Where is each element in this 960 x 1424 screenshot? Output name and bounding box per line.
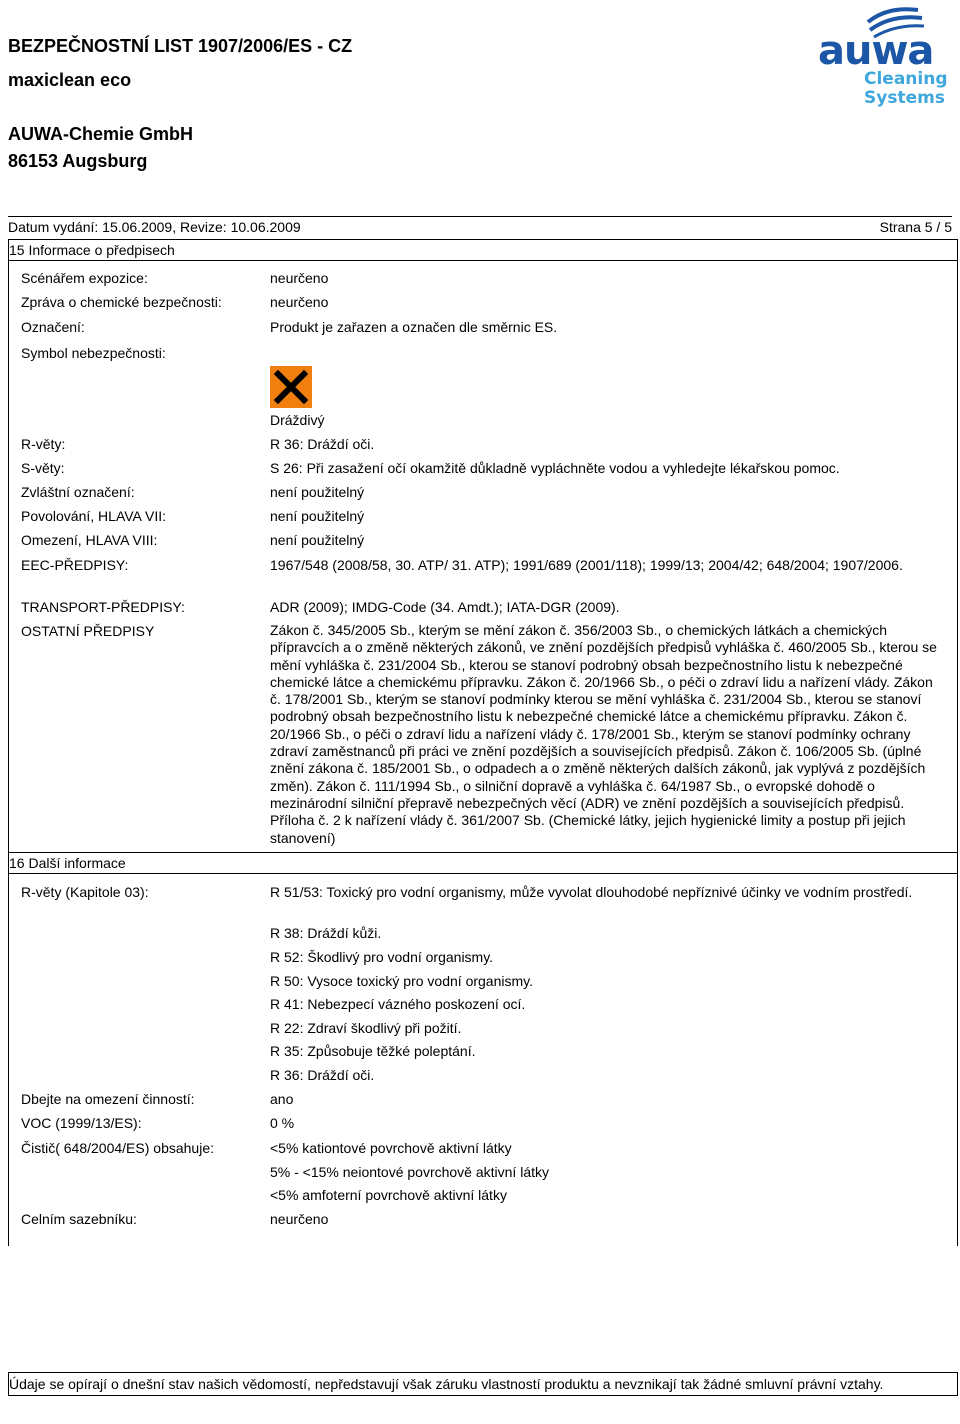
logo-wordmark: auwa bbox=[818, 28, 934, 74]
field-value: 5% - <15% neiontové povrchově aktivní látky bbox=[270, 1164, 549, 1180]
company-name: AUWA-Chemie GmbH bbox=[8, 124, 194, 144]
field-label: Symbol nebezpečnosti: bbox=[21, 345, 166, 361]
section-16-title: 16 Další informace bbox=[9, 855, 126, 871]
field-value: R 35: Způsobuje těžké poleptání. bbox=[270, 1043, 476, 1059]
page-number: Strana 5 / 5 bbox=[879, 219, 952, 235]
field-label: Dbejte na omezení činností: bbox=[21, 1091, 195, 1107]
field-label: VOC (1999/13/ES): bbox=[21, 1115, 142, 1131]
field-value: S 26: Při zasažení očí okamžitě důkladně vypláchněte vodou a vyhledejte lékařskou pomoc. bbox=[270, 460, 840, 476]
field-label: TRANSPORT-PŘEDPISY: bbox=[21, 599, 185, 615]
field-label: Označení: bbox=[21, 319, 85, 335]
field-value: R 51/53: Toxický pro vodní organismy, může vyvolat dlouhodobé nepříznivé účinky ve vodním prostředí. bbox=[270, 884, 913, 900]
field-value: neurčeno bbox=[270, 294, 329, 310]
field-value: <5% amfoterní povrchově aktivní látky bbox=[270, 1187, 507, 1203]
disclaimer-text: Údaje se opírají o dnešní stav našich vědomostí, nepředstavují však záruku vlastností produktu a nevznikají tak žádné smluvní právní vztahy. bbox=[9, 1376, 884, 1392]
field-label: OSTATNÍ PŘEDPISY bbox=[21, 623, 155, 639]
field-value: <5% kationtové povrchově aktivní látky bbox=[270, 1140, 512, 1156]
field-value: není použitelný bbox=[270, 508, 365, 524]
field-label: Scénářem expozice: bbox=[21, 270, 148, 286]
section-16-header bbox=[8, 852, 958, 874]
field-label: Omezení, HLAVA VIII: bbox=[21, 532, 158, 548]
field-value: R 36: Dráždí oči. bbox=[270, 436, 375, 452]
section-15-title: 15 Informace o předpisech bbox=[9, 242, 175, 258]
field-label: S-věty: bbox=[21, 460, 65, 476]
field-value: R 50: Vysoce toxický pro vodní organismy. bbox=[270, 973, 533, 989]
section-15-header bbox=[8, 239, 958, 261]
field-value: R 22: Zdraví škodlivý při požití. bbox=[270, 1020, 462, 1036]
hazard-label: Dráždivý bbox=[270, 412, 325, 428]
field-value: Produkt je zařazen a označen dle směrnic ES. bbox=[270, 319, 558, 335]
field-value: není použitelný bbox=[270, 532, 365, 548]
field-value: ADR (2009); IMDG-Code (34. Amdt.); IATA-DGR (2009). bbox=[270, 599, 620, 615]
company-address: 86153 Augsburg bbox=[8, 151, 148, 171]
footer-disclaimer bbox=[8, 1372, 958, 1396]
document-title: BEZPEČNOSTNÍ LIST 1907/2006/ES - CZ bbox=[8, 36, 353, 56]
field-value: R 52: Škodlivý pro vodní organismy. bbox=[270, 949, 494, 965]
field-label: Celním sazebníku: bbox=[21, 1211, 137, 1227]
field-label: Čistič( 648/2004/ES) obsahuje: bbox=[21, 1140, 214, 1156]
irritant-x-icon bbox=[270, 366, 312, 408]
field-value: není použitelný bbox=[270, 484, 365, 500]
field-label: Zpráva o chemické bezpečnosti: bbox=[21, 294, 222, 310]
company-logo bbox=[808, 2, 954, 110]
field-value: neurčeno bbox=[270, 270, 329, 286]
logo-tagline: Cleaning Systems bbox=[864, 69, 948, 108]
field-value: R 36: Dráždí oči. bbox=[270, 1067, 375, 1083]
field-value: 1967/548 (2008/58, 30. ATP/ 31. ATP); 1991/689 (2001/118); 1999/13; 2004/42; 648/2004; 1907/2006. bbox=[270, 557, 903, 573]
field-label: Zvláštní označení: bbox=[21, 484, 135, 500]
field-value: Zákon č. 345/2005 Sb., kterým se mění zákon č. 356/2003 Sb., o chemických látkách a chemických přípravcích a o změně některých zákonů, ve znění pozdějších předpisů vyhláška č. 460/2005 Sb., kterou se mění vyhláška č. 231/2004 Sb., kterou se stanoví podrobný obsah bezpečnostního listu k nebezpečné chemické látce a chemickému přípravku. Zákon č. 20/1966 Sb., o péči o zdraví lidu a nařízení vlády. Zákon č. 178/2001 Sb., kterým se stanoví podmínky kterou se mění vyhláška č. 231/2004 Sb., kterou se stanoví podrobný obsah bezpečnostního listu k nebezpečné chemické látce a chemickému přípravku. Zákon č. 20/1966 Sb., o péči o zdraví lidu a nařízení vlády č. 178/2001 Sb., kterým se stanoví podmínky ochrany zdraví zaměstnanců při práci ve znění pozdějších a souvisejících předpisů. Zákon č. 106/2005 Sb. (úplné znění zákona č. 185/2001 Sb., o odpadech a o změně některých dalších zákonů, jak vyplývá z pozdějších změn). Zákon č. 111/1994 Sb., o silniční dopravě a vyhláška č. 64/1987 Sb., o evropské dohodě o mezinárodní silniční přepravě nebezpečných věcí (ADR) ve znění pozdějších a souvisejících předpisů. Příloha č. 2 k nařízení vlády č. 361/2007 Sb. (Chemické látky, jejich hygienické limity a postup při jejich stanovení) bbox=[270, 622, 937, 846]
product-name: maxiclean eco bbox=[8, 70, 132, 90]
field-value: R 38: Dráždí kůži. bbox=[270, 925, 382, 941]
field-label: Povolování, HLAVA VII: bbox=[21, 508, 167, 524]
field-label: R-věty: bbox=[21, 436, 66, 452]
field-value: 0 % bbox=[270, 1115, 295, 1131]
field-value: neurčeno bbox=[270, 1211, 329, 1227]
field-value: ano bbox=[270, 1091, 294, 1107]
field-label: EEC-PŘEDPISY: bbox=[21, 557, 129, 573]
date-line bbox=[8, 216, 952, 237]
issue-dates: Datum vydání: 15.06.2009, Revize: 10.06.2009 bbox=[8, 219, 301, 235]
field-label: R-věty (Kapitole 03): bbox=[21, 884, 149, 900]
field-value: R 41: Nebezpecí vázného poskození ocí. bbox=[270, 996, 526, 1012]
